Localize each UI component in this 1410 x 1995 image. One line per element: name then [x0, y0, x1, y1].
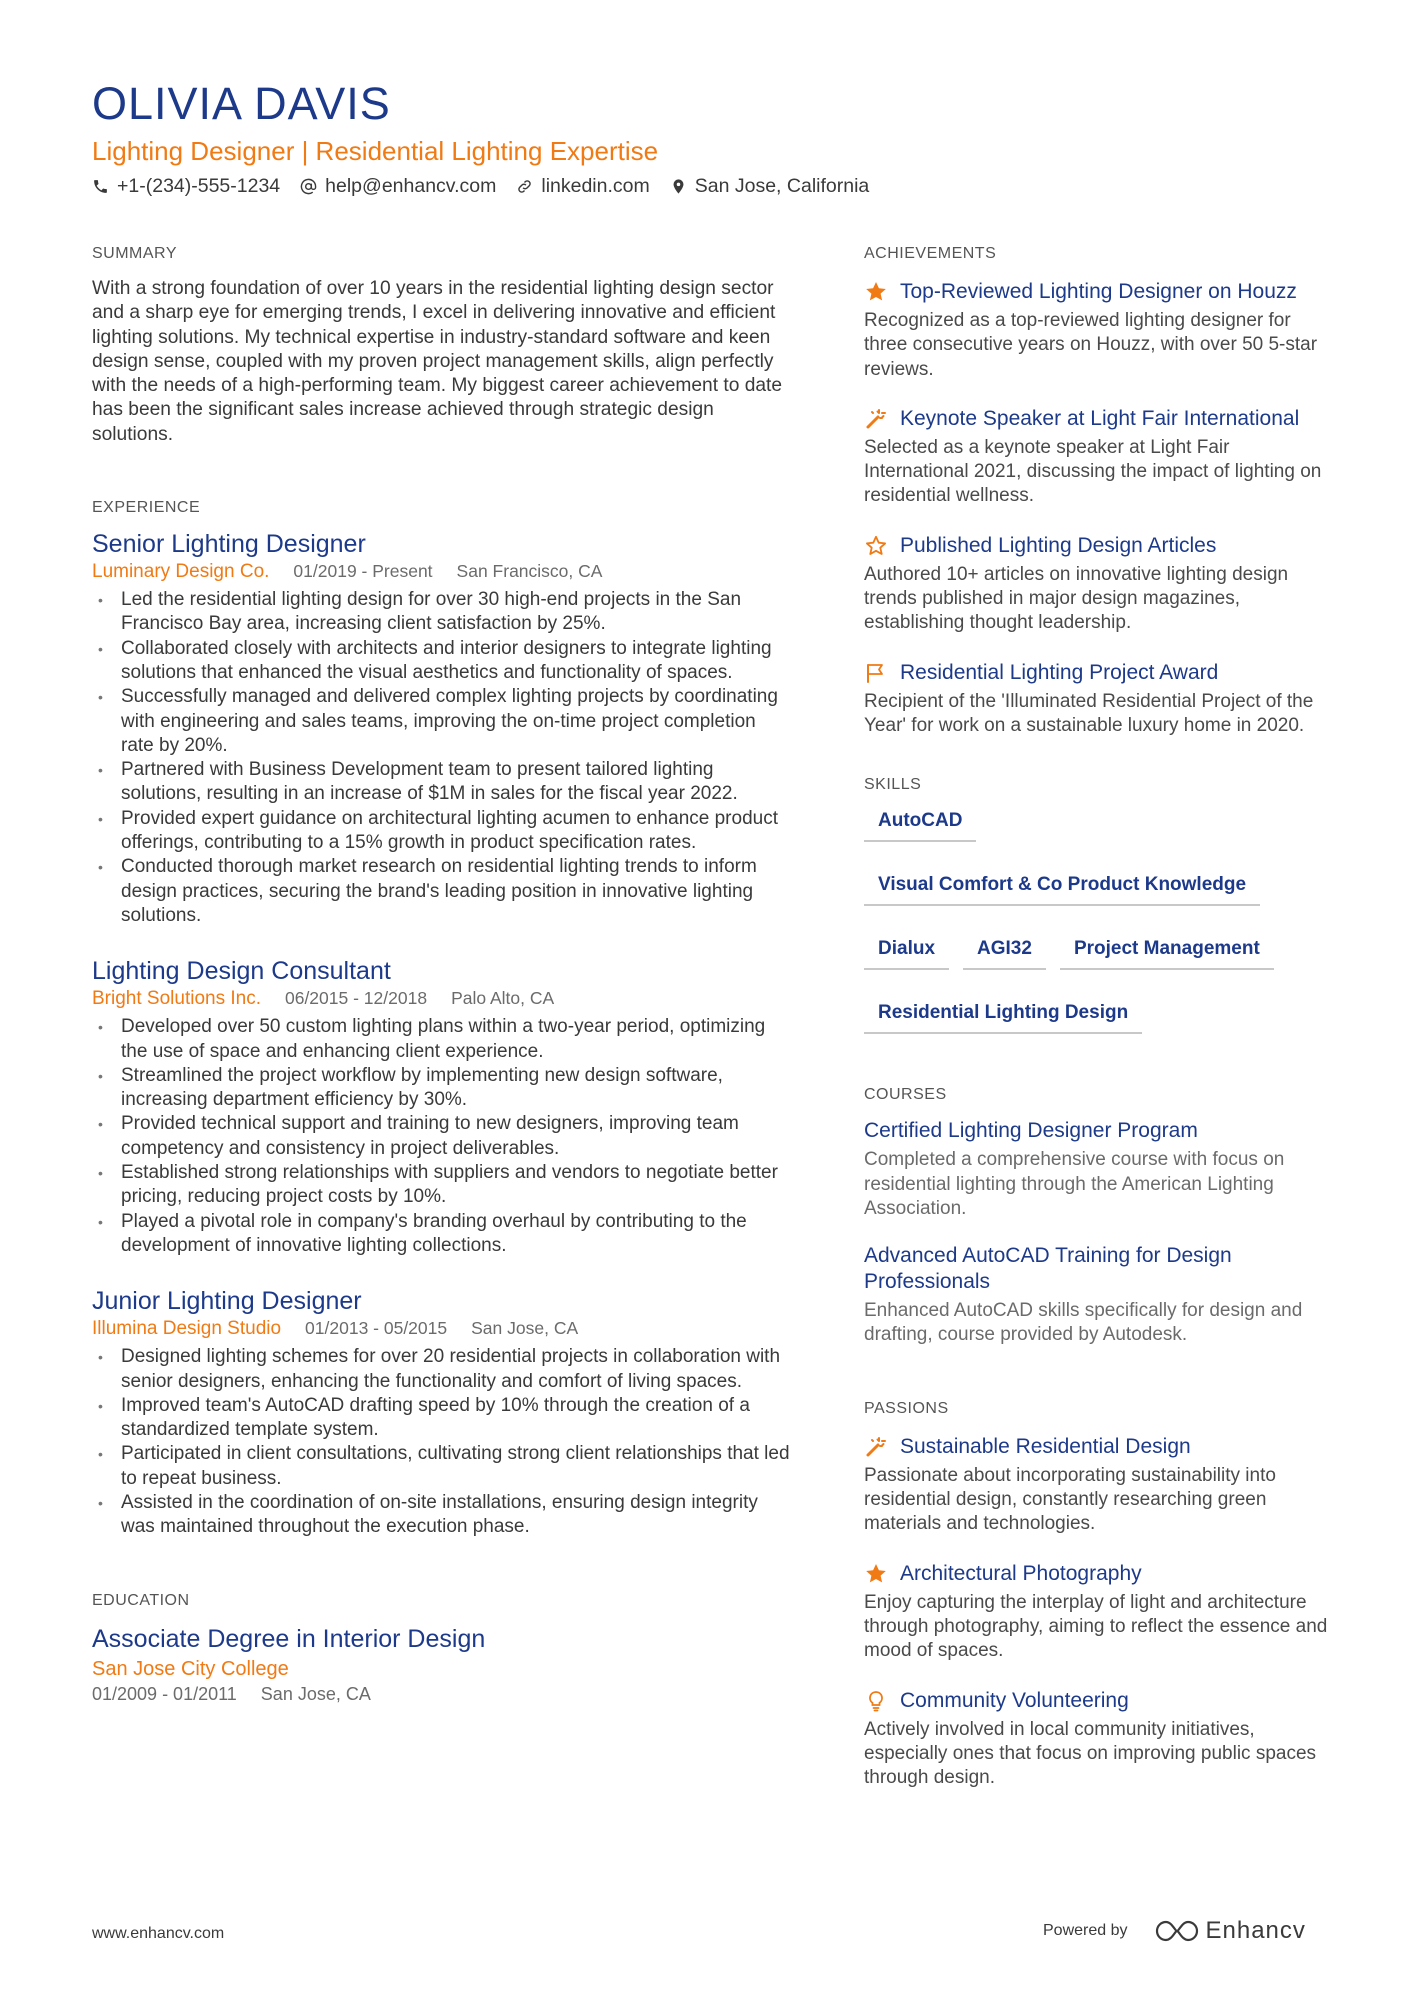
company-name: Illumina Design Studio [92, 1318, 282, 1340]
job-dates: 01/2013 - 05/2015 [305, 1318, 448, 1339]
job-bullets [92, 1345, 792, 1539]
education-degree: Associate Degree in Interior Design [92, 1624, 486, 1653]
job-dates: 06/2015 - 12/2018 [284, 988, 428, 1009]
bullet-item: • Developed over 50 custom lighting plans within a two-year period, optimizing the use of space and enhancing client experience. [92, 1015, 792, 1064]
experience-heading: EXPERIENCE [92, 499, 201, 517]
achievement-desc: Recipient of the 'Illuminated Residential Project of the Year' for work on a sustainable luxury home in 2020. [864, 690, 1314, 736]
job-location: San Francisco, CA [456, 561, 603, 582]
star-filled-icon [864, 280, 888, 304]
job-bullets [92, 1015, 792, 1258]
achievement-item [864, 531, 1334, 636]
brand-name: Enhancv [1205, 1917, 1306, 1944]
skill-tag: AGI32 [963, 934, 1046, 970]
achievement-desc: Selected as a keynote speaker at Light Fair International 2021, discussing the impact of lighting on residential wellness. [864, 436, 1322, 507]
location-pin-icon [670, 178, 687, 195]
job-title: Junior Lighting Designer [92, 1287, 362, 1316]
courses-heading: COURSES [864, 1086, 947, 1104]
passions-section [864, 1400, 1334, 1791]
achievement-title: Published Lighting Design Articles [900, 533, 1217, 557]
passion-title: Sustainable Residential Design [900, 1434, 1191, 1458]
skills-section [864, 776, 1334, 1034]
bullet-item: • Provided technical support and training to new designers, improving team competency and consistency in project deliverables. [92, 1112, 792, 1161]
skill-tag: Project Management [1060, 934, 1274, 970]
contact-email[interactable] [300, 175, 496, 198]
achievement-desc: Recognized as a top-reviewed lighting designer for three consecutive years on Houzz, with over 50 5-star reviews. [864, 310, 1318, 380]
summary-section [92, 245, 792, 447]
enhancv-logo-icon [1154, 1918, 1200, 1944]
job-location: Palo Alto, CA [451, 988, 555, 1009]
contact-linkedin-text: linkedin.com [541, 175, 650, 197]
candidate-tagline: Lighting Designer | Residential Lighting Expertise [92, 136, 659, 166]
achievement-desc: Authored 10+ articles on innovative lighting design trends published in major design magazines, establishing thought leadership. [864, 563, 1289, 634]
passion-desc: Passionate about incorporating sustainability into residential design, constantly researching green materials and technologies. [864, 1464, 1276, 1535]
passion-desc: Enjoy capturing the interplay of light and architecture through photography, aiming to reflect the essence and mood of spaces. [864, 1591, 1328, 1662]
star-filled-icon [864, 1562, 888, 1586]
passion-item [864, 1686, 1334, 1791]
education-location: San Jose, CA [260, 1683, 371, 1704]
education-meta [92, 1682, 792, 1706]
star-outline-icon [864, 534, 888, 558]
bullet-item: • Partnered with Business Development team to present tailored lighting solutions, resulting in an increase of $1M in sales for the fiscal year 2022. [92, 758, 792, 807]
passion-item [864, 1432, 1334, 1537]
passions-heading: PASSIONS [864, 1399, 949, 1417]
skills-heading: SKILLS [864, 776, 922, 794]
left-column [92, 245, 792, 1706]
achievement-title: Residential Lighting Project Award [900, 660, 1219, 684]
contact-phone-text: +1-(234)-555-1234 [117, 175, 281, 197]
candidate-name: OLIVIA DAVIS [92, 78, 391, 129]
bullet-item: • Streamlined the project workflow by implementing new design software, increasing department efficiency by 30%. [92, 1064, 792, 1113]
job-title: Senior Lighting Designer [92, 530, 366, 559]
job-entry [92, 529, 792, 928]
skill-tag: AutoCAD [864, 806, 976, 842]
course-title: Certified Lighting Designer Program [864, 1119, 1198, 1143]
achievement-title: Top-Reviewed Lighting Designer on Houzz [900, 280, 1297, 303]
education-section [92, 1592, 792, 1706]
job-meta [92, 559, 792, 584]
bullet-item: • Successfully managed and delivered complex lighting projects by coordinating with engineering and sales teams, improving the on-time project completion rate by 20%. [92, 685, 792, 758]
course-item [864, 1118, 1334, 1221]
company-name: Bright Solutions Inc. [92, 988, 261, 1010]
passion-desc: Actively involved in local community initiatives, especially ones that focus on improving public spaces through design. [864, 1718, 1317, 1789]
contact-location-text: San Jose, California [694, 175, 870, 197]
job-title: Lighting Design Consultant [92, 957, 391, 986]
achievement-item [864, 404, 1334, 509]
courses-section [864, 1086, 1334, 1347]
job-meta [92, 1316, 792, 1341]
right-column [864, 245, 1334, 1812]
brand-logo[interactable] [1154, 1917, 1306, 1945]
lightbulb-icon [864, 1689, 888, 1713]
contact-email-text: help@enhancv.com [325, 175, 497, 197]
achievement-item [864, 277, 1334, 382]
course-desc: Enhanced AutoCAD skills specifically for design and drafting, course provided by Autodesk. [864, 1300, 1303, 1346]
contact-bar [92, 175, 869, 198]
education-dates: 01/2009 - 01/2011 [92, 1683, 237, 1704]
course-title: Advanced AutoCAD Training for Design Professionals [864, 1244, 1232, 1294]
footer-url[interactable]: www.enhancv.com [92, 1925, 225, 1942]
bullet-item: • Designed lighting schemes for over 20 residential projects in collaboration with senior designers, enhancing the functionality and comfort of living spaces. [92, 1345, 792, 1394]
contact-location [670, 175, 870, 198]
magic-wand-icon [864, 1435, 888, 1459]
magic-wand-icon [864, 407, 888, 431]
bullet-item: • Assisted in the coordination of on-site installations, ensuring design integrity was maintained throughout the execution phase. [92, 1491, 792, 1540]
job-entry [92, 956, 792, 1258]
company-name: Luminary Design Co. [92, 561, 270, 583]
achievements-section [864, 245, 1334, 738]
experience-section [92, 499, 792, 1540]
link-icon [516, 178, 533, 195]
achievements-heading: ACHIEVEMENTS [864, 245, 997, 262]
phone-icon [92, 178, 109, 195]
job-entry [92, 1286, 792, 1539]
powered-by-text: Powered by [1043, 1922, 1128, 1939]
contact-phone[interactable] [92, 175, 280, 198]
job-bullets [92, 588, 792, 928]
skills-list [864, 806, 1334, 1034]
footer-brand [1043, 1917, 1306, 1945]
course-item [864, 1243, 1334, 1348]
summary-text: With a strong foundation of over 10 years in the residential lighting design sector and a sharp eye for emerging trends, I excel in delivering innovative and efficient lighting solutions. My technical expertise in industry-standard software and keen design sense, coupled with my proven project management skills, align perfectly with the needs of a high-performing team. My biggest career achievement to date has been the significant sales increase achieved through strategic design solutions. [92, 278, 783, 445]
job-location: San Jose, CA [471, 1318, 579, 1339]
skill-tag: Visual Comfort & Co Product Knowledge [864, 870, 1260, 906]
job-meta [92, 986, 792, 1011]
course-desc: Completed a comprehensive course with focus on residential lighting through the American Lighting Association. [864, 1149, 1285, 1219]
education-school: San Jose City College [92, 1657, 289, 1680]
skill-tag: Dialux [864, 934, 949, 970]
bullet-item: • Improved team's AutoCAD drafting speed by 10% through the creation of a standardized template system. [92, 1394, 792, 1443]
bullet-item: • Provided expert guidance on architectural lighting acumen to enhance product offerings, contributing to a 15% growth in product specification rates. [92, 807, 792, 856]
bullet-item: • Led the residential lighting design for over 30 high-end projects in the San Francisco Bay area, increasing client satisfaction by 25%. [92, 588, 792, 637]
bullet-item: • Participated in client consultations, cultivating strong client relationships that led to repeat business. [92, 1442, 792, 1491]
passion-title: Architectural Photography [900, 1561, 1142, 1585]
contact-linkedin[interactable] [516, 175, 649, 198]
passion-title: Community Volunteering [900, 1688, 1129, 1712]
achievement-item [864, 658, 1334, 739]
education-heading: EDUCATION [92, 1591, 190, 1609]
flag-icon [864, 661, 888, 685]
skill-tag: Residential Lighting Design [864, 998, 1142, 1034]
bullet-item: • Conducted thorough market research on residential lighting trends to inform design practices, securing the brand's leading position in innovative lighting solutions. [92, 855, 792, 928]
summary-heading: SUMMARY [92, 245, 177, 262]
bullet-item: • Established strong relationships with suppliers and vendors to negotiate better pricing, reducing project costs by 10%. [92, 1161, 792, 1210]
passion-item [864, 1559, 1334, 1664]
at-icon [300, 178, 317, 195]
job-dates: 01/2019 - Present [293, 561, 433, 582]
bullet-item: • Collaborated closely with architects and interior designers to integrate lighting solutions that enhanced the visual aesthetics and functionality of spaces. [92, 637, 792, 686]
achievement-title: Keynote Speaker at Light Fair International [900, 406, 1300, 430]
bullet-item: • Played a pivotal role in company's branding overhaul by contributing to the development of innovative lighting collections. [92, 1210, 792, 1259]
